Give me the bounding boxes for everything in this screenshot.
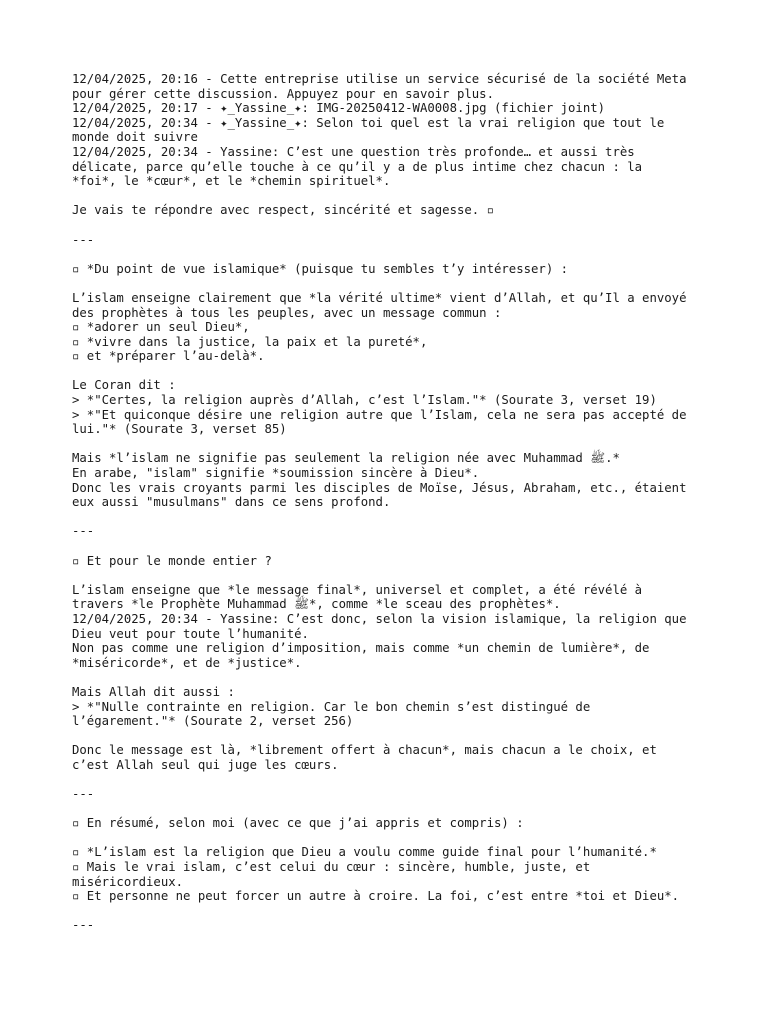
text-line: Donc le message est là, *librement offert à chacun*, mais chacun a le choix, et [72,743,657,758]
text-line: *foi*, le *cœur*, et le *chemin spirituel*. [72,174,391,189]
text-line: Le Coran dit : [72,378,176,393]
text-line: ▫ et *préparer l’au-delà*. [72,349,265,364]
text-line: ▫ *vivre dans la justice, la paix et la pureté*, [72,334,428,349]
text-line: > *"Et quiconque désire une religion autre que l’Islam, cela ne sera pas accepté de [72,407,687,422]
text-line: ▫ Mais le vrai islam, c’est celui du cœur : sincère, humble, juste, et [72,860,591,875]
text-line: ▫ *adorer un seul Dieu*, [72,320,250,335]
text-line: l’égarement."* (Sourate 2, verset 256) [72,714,354,729]
blank-line [72,247,712,262]
text-line: délicate, parce qu’elle touche à ce qu’il y a de plus intime chez chacun : la [72,159,643,174]
text-line: ▫ En résumé, selon moi (avec ce que j’ai appris et compris) : [72,816,524,831]
text-line: ▫ *L’islam est la religion que Dieu a voulu comme guide final pour l’humanité.* [72,845,657,860]
text-line: monde doit suivre [72,130,198,145]
blank-line [72,218,712,233]
blank-line [72,802,712,817]
text-line: > *"Nulle contrainte en religion. Car le bon chemin s’est distingué de [72,699,591,714]
text-line: ▫ Et personne ne peut forcer un autre à croire. La foi, c’est entre *toi et Dieu*. [72,889,680,904]
text-line: 12/04/2025, 20:34 - ✦_Yassine_✦: Selon toi quel est la vrai religion que tout le [72,115,665,130]
text-line: lui."* (Sourate 3, verset 85) [72,422,287,437]
blank-line [72,189,712,204]
text-line: ▫ *Du point de vue islamique* (puisque tu sembles t’y intéresser) : [72,261,569,276]
text-line: Mais *l’islam ne signifie pas seulement la religion née avec Muhammad ﷺ.* [72,451,620,466]
blank-line [72,904,712,919]
separator: --- [72,232,95,247]
text-line: *miséricorde*, et de *justice*. [72,655,302,670]
text-line: travers *le Prophète Muhammad ﷺ*, comme *le sceau des prophètes*. [72,597,561,612]
text-line: miséricordieux. [72,874,184,889]
blank-line [72,773,712,788]
separator: --- [72,787,95,802]
text-line: Non pas comme une religion d’imposition, mais comme *un chemin de lumière*, de [72,641,650,656]
text-line: eux aussi "musulmans" dans ce sens profond. [72,495,391,510]
text-line: 12/04/2025, 20:34 - Yassine: C’est une question très profonde… et aussi très [72,144,635,159]
blank-line [72,276,712,291]
text-line: Dieu veut pour toute l’humanité. [72,626,309,641]
text-line: c’est Allah seul qui juge les cœurs. [72,757,339,772]
blank-line [72,364,712,379]
text-line: Je vais te répondre avec respect, sincérité et sagesse. ▫ [72,203,494,218]
text-line: pour gérer cette discussion. Appuyez pour en savoir plus. [72,86,494,101]
blank-line [72,568,712,583]
blank-line [72,729,712,744]
text-line: 12/04/2025, 20:17 - ✦_Yassine_✦: IMG-20250412-WA0008.jpg (fichier joint) [72,101,606,116]
blank-line [72,437,712,452]
text-line: des prophètes à tous les peuples, avec un message commun : [72,305,502,320]
text-line: Mais Allah dit aussi : [72,684,235,699]
blank-line [72,539,712,554]
text-line: Donc les vrais croyants parmi les disciples de Moïse, Jésus, Abraham, etc., étaient [72,480,687,495]
text-line: En arabe, "islam" signifie *soumission sincère à Dieu*. [72,466,480,481]
text-line: L’islam enseigne clairement que *la vérité ultime* vient d’Allah, et qu’Il a envoyé [72,290,687,305]
text-line: ▫ Et pour le monde entier ? [72,553,272,568]
blank-line [72,831,712,846]
text-line: > *"Certes, la religion auprès d’Allah, c’est l’Islam."* (Sourate 3, verset 19) [72,393,657,408]
blank-line [72,510,712,525]
blank-line [72,670,712,685]
separator: --- [72,918,95,933]
text-line: 12/04/2025, 20:16 - Cette entreprise utilise un service sécurisé de la société Meta [72,72,687,86]
text-line: L’islam enseigne que *le message final*, universel et complet, a été révélé à [72,582,643,597]
separator: --- [72,524,95,539]
text-line: 12/04/2025, 20:34 - Yassine: C’est donc, selon la vision islamique, la religion que [72,611,687,626]
chat-export-text [72,72,712,933]
